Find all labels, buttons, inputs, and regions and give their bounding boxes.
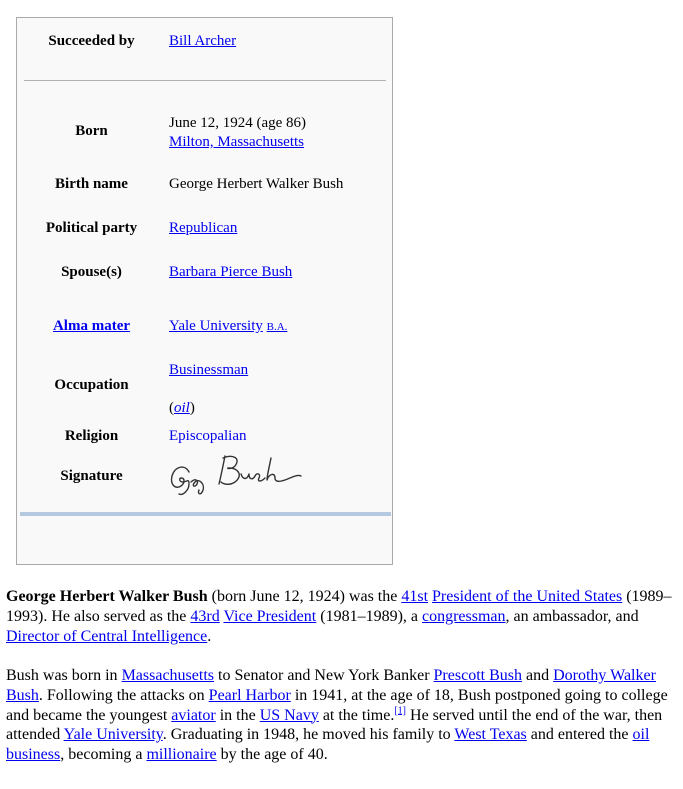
link-43rd[interactable]: 43rd — [190, 607, 220, 625]
link-director-of-central-intelligence[interactable]: Director of Central Intelligence — [6, 627, 208, 645]
oil-link[interactable]: oil — [174, 400, 190, 416]
infobox-row-occupation — [17, 361, 392, 421]
link-aviator[interactable]: aviator — [171, 706, 216, 724]
link-prescott-bush[interactable]: Prescott Bush — [433, 667, 522, 684]
religion-value: Episcopalian — [169, 428, 247, 444]
reference-link-1[interactable]: [1] — [394, 705, 407, 717]
birth-name-label: Birth name — [55, 176, 128, 192]
link-us-navy[interactable]: US Navy — [259, 706, 319, 724]
degree-link[interactable]: B.A. — [266, 321, 288, 333]
born-label: Born — [75, 123, 108, 139]
political-party-label: Political party — [45, 220, 138, 236]
occupation-label: Occupation — [54, 377, 129, 393]
subject-name: George Herbert Walker Bush — [6, 588, 208, 605]
born-place-link[interactable]: Milton, Massachusetts — [169, 134, 304, 150]
link-congressman[interactable]: congressman — [422, 607, 506, 625]
link-vice-president[interactable]: Vice President — [223, 607, 317, 625]
link-west-texas[interactable]: West Texas — [454, 726, 527, 744]
link-massachusetts[interactable]: Massachusetts — [121, 667, 214, 684]
signature-image — [167, 450, 307, 500]
political-party-link[interactable]: Republican — [169, 220, 238, 236]
link-pearl-harbor[interactable]: Pearl Harbor — [208, 686, 291, 704]
link-yale-university[interactable]: Yale University — [63, 726, 163, 744]
alma-mater-label-link[interactable]: Alma mater — [52, 318, 131, 334]
religion-label: Religion — [64, 428, 119, 444]
article-paragraph-1: George Herbert Walker Bush (born June 12, 1924) was the 41st President of the United States (1989–1993). He also served as the 43rd Vice President (1981–1989), a congressman, an ambassador, and Director of Central Intelligence. — [6, 588, 672, 645]
birth-name-value: George Herbert Walker Bush — [169, 176, 344, 192]
article-paragraph-2: Bush was born in Massachusetts to Senator and New York Banker Prescott Bush and Dorothy Walker Bush. Following the attacks on Pearl Harbor in 1941, at the age of 18, Bush postponed going to college and became the youngest aviator in the US Navy at the time.[1] He served until the end of the war, then attended Yale University. Graduating in 1948, he moved his family to West Texas and entered the oil business, becoming a millionaire by the age of 40. — [6, 667, 668, 764]
signature-label: Signature — [60, 468, 123, 484]
alma-mater-link[interactable]: Yale University — [169, 318, 263, 334]
spouse-label: Spouse(s) — [61, 264, 122, 280]
link-president-of-the-united-states[interactable]: President of the United States — [432, 588, 623, 605]
section-divider — [24, 80, 386, 81]
link-dorothy-walker-bush[interactable]: Dorothy Walker Bush — [6, 667, 656, 704]
infobox-row-born — [17, 114, 392, 152]
infobox-bottom-bar — [20, 512, 391, 516]
succeeded-by-link[interactable]: Bill Archer — [169, 33, 237, 49]
link-millionaire[interactable]: millionaire — [146, 746, 217, 764]
occupation-detail: (oil) — [169, 400, 195, 416]
occupation-link[interactable]: Businessman — [169, 362, 249, 378]
infobox — [16, 17, 393, 565]
spouse-link[interactable]: Barbara Pierce Bush — [169, 264, 293, 280]
born-date: June 12, 1924 (age 86) — [169, 115, 307, 131]
alma-mater-value — [169, 317, 287, 337]
link-oil-business[interactable]: oil business — [6, 726, 650, 764]
succeeded-by-label: Succeeded by — [48, 33, 135, 49]
signature-svg — [167, 450, 307, 500]
link-41st[interactable]: 41st — [401, 588, 429, 605]
